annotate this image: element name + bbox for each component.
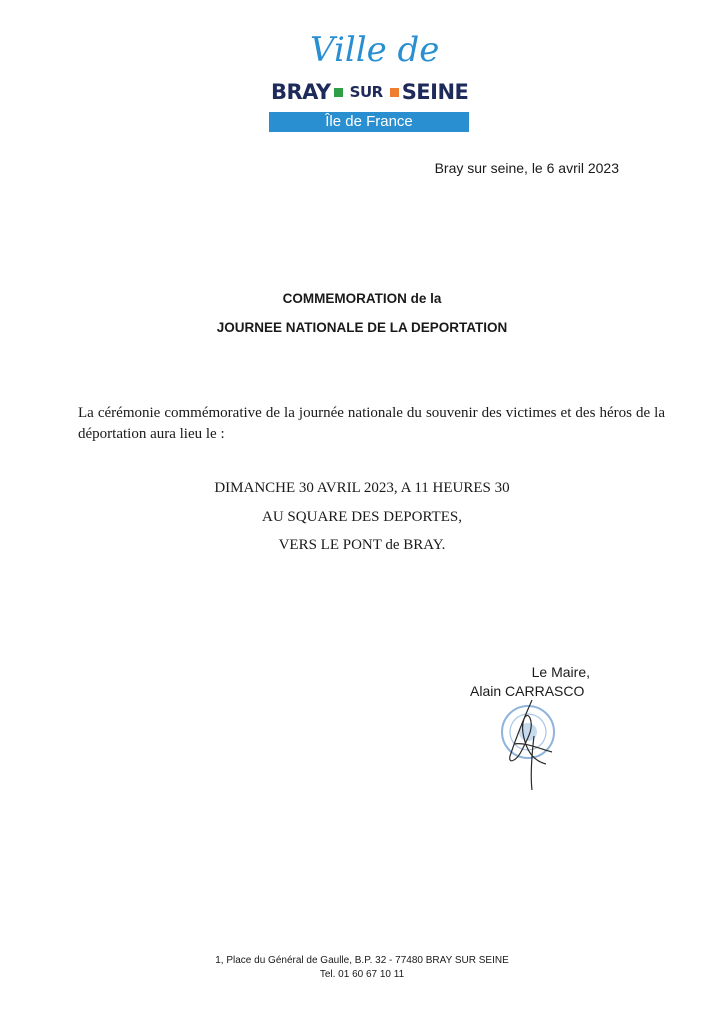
title-line-1: COMMEMORATION de la bbox=[282, 291, 442, 306]
event-date-time: DIMANCHE 30 AVRIL 2023, A 11 HEURES 30 bbox=[214, 480, 510, 496]
date-line: Bray sur seine, le 6 avril 2023 bbox=[434, 160, 619, 176]
town-logo bbox=[268, 30, 472, 134]
logo-town-name bbox=[271, 80, 468, 104]
event-location: AU SQUARE DES DEPORTES, bbox=[262, 509, 462, 525]
body-paragraph: La cérémonie commémorative de la journée nationale du souvenir des victimes et des héros de la déportation aura lieu le : bbox=[78, 405, 665, 442]
logo-word-bray: BRAY bbox=[271, 80, 331, 104]
signatory-title: Le Maire, bbox=[531, 664, 590, 680]
signatory-name: Alain CARRASCO bbox=[470, 683, 585, 699]
footer-address: 1, Place du Général de Gaulle, B.P. 32 - 77480 BRAY SUR SEINE bbox=[215, 955, 509, 966]
logo-region-banner: Île de France bbox=[269, 112, 469, 132]
logo-word-seine: SEINE bbox=[401, 80, 469, 104]
official-stamp-signature bbox=[494, 698, 564, 798]
footer-phone: Tel. 01 60 67 10 11 bbox=[319, 969, 405, 980]
logo-script-text: Ville de bbox=[310, 30, 440, 70]
green-square-icon bbox=[334, 88, 343, 97]
logo-word-sur: SUR bbox=[349, 83, 383, 101]
title-line-2: JOURNEE NATIONALE DE LA DEPORTATION bbox=[216, 320, 508, 335]
orange-square-icon bbox=[390, 88, 399, 97]
event-location-detail: VERS LE PONT de BRAY. bbox=[278, 537, 446, 553]
